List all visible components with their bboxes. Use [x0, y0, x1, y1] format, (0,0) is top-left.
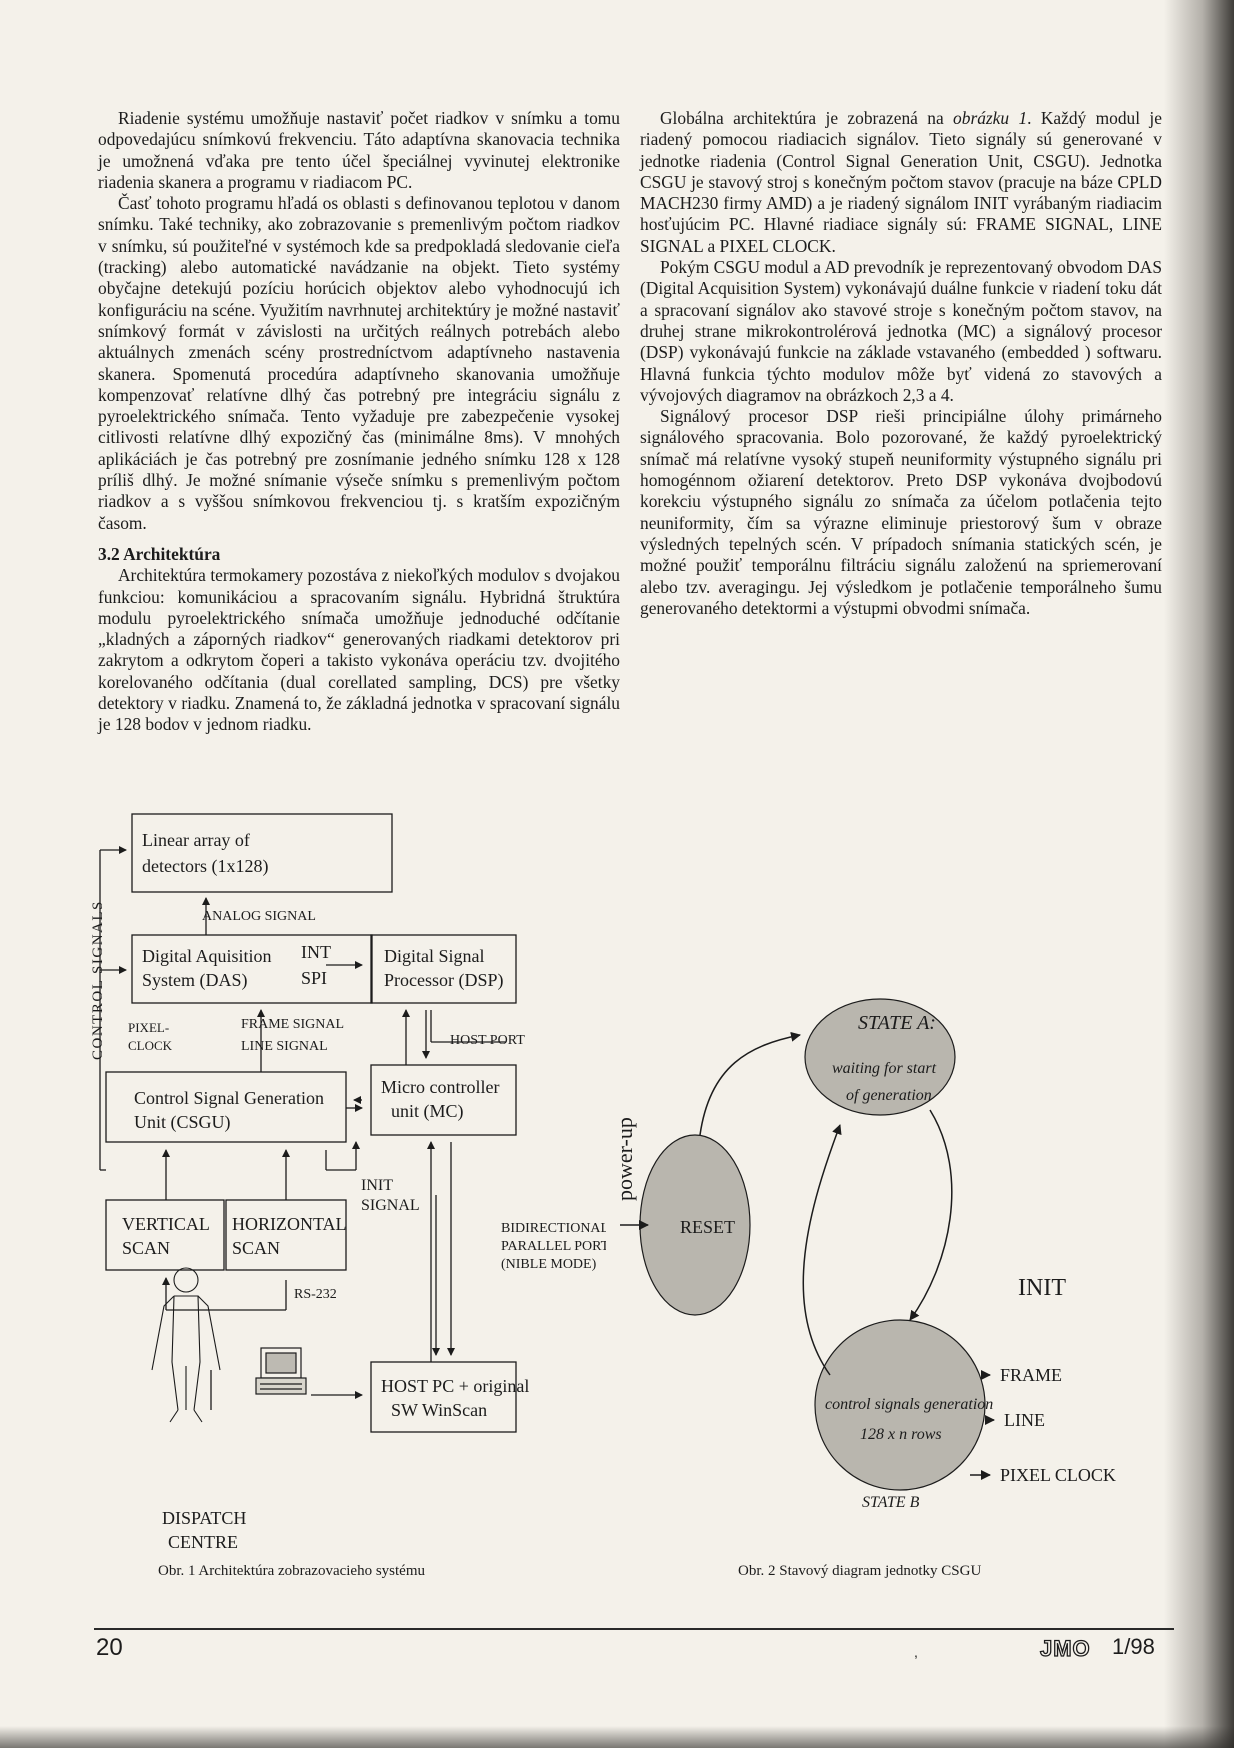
state-b-label: STATE B	[862, 1494, 920, 1511]
figure-1-block-diagram	[86, 810, 606, 1600]
figure-1-caption: Obr. 1 Architektúra zobrazovacieho systému	[158, 1563, 425, 1579]
horizontal-scan-label: SCAN	[232, 1238, 281, 1258]
vertical-scan-label: SCAN	[122, 1238, 171, 1258]
figure-2-caption: Obr. 2 Stavový diagram jednotky CSGU	[738, 1563, 982, 1579]
horizontal-scan-box	[226, 1200, 346, 1270]
linear-array-label: detectors (1x128)	[142, 856, 269, 876]
dsp-label: Digital Signal	[384, 946, 485, 966]
horizontal-scan-label: HORIZONTAL	[232, 1214, 347, 1234]
analog-signal-label: ANALOG SIGNAL	[202, 909, 316, 924]
figure-2-state-diagram	[610, 975, 1160, 1595]
frame-output-label: FRAME	[1000, 1365, 1063, 1385]
footer-rule	[94, 1628, 1174, 1630]
power-up-label: power-up	[612, 1117, 637, 1201]
init-transition-label: INIT	[1018, 1275, 1066, 1301]
spi-label: SPI	[301, 968, 328, 988]
host-pc-box	[371, 1362, 516, 1432]
issue-number: 1/98	[1112, 1634, 1155, 1659]
paragraph: Riadenie systému umožňuje nastaviť počet riadkov v snímku a tomu odpovedajúcu snímkovú frekvenciu. Táto adaptívna skanovacia technika je umožnená vďaka pre tento účel špeciálnej vyvinutej elektronike riadenia skanera a programu v riadiacom PC.	[98, 108, 620, 192]
journal-logo: JMO	[1040, 1636, 1091, 1661]
waiting-state-label: of generation	[846, 1087, 932, 1104]
bidirectional-port-label: (NIBLE MODE)	[501, 1257, 597, 1272]
paragraph-text: . Každý modul je riadený pomocou riadiacich signálov. Tieto signály sú generované v jednotke riadenia (Control Signal Generation Unit, CSGU). Jednotka CSGU je stavový stroj s konečným počtom stavov (pracuje na báze CPLD MACH230 firmy AMD) a je riadený signálom INIT vyrábaným riadiacim hosťujúcim PC. Hlavné riadiace signály sú: FRAME SIGNAL, LINE SIGNAL a PIXEL CLOCK.	[640, 108, 1162, 256]
mc-label: Micro controller	[381, 1077, 500, 1097]
frame-signal-label: FRAME SIGNAL	[241, 1017, 345, 1032]
paragraph-text: Globálna architektúra je zobrazená na	[660, 108, 954, 128]
host-pc-label: HOST PC + original	[381, 1376, 530, 1396]
bidirectional-port-label: BIDIRECTIONAL	[501, 1221, 606, 1236]
int-label: INT	[301, 942, 331, 962]
footer-mark: ,	[914, 1644, 918, 1660]
host-port-label: HOST PORT	[450, 1033, 525, 1048]
state-a-label: STATE A:	[858, 1012, 936, 1034]
init-signal-label: SIGNAL	[361, 1197, 420, 1214]
paragraph: Signálový procesor DSP rieši principiálne úlohy primárneho signálového spracovania. Bolo pozorované, že každý pyroelektrický snímač má relatívne vysoký stupeň neuniformity výstupného signálu pri homogénnom ožiarení detektorov. Preto DSP vykonáva dvojbodovú korekciu výstupného signálu zo snímača za účelom potlačenia tejto neuniformity, čím sa výrazne eliminuje priestorový šum v obraze výsledných tepelných scén. V prípadoch snímania statických scén, je možné použiť temporálnu filtráciu signálu založenú na spriemerovaní alebo tzv. averagingu. Jej výsledkom je potlačenie temporálneho šumu generovaného detektormi a výstupmi obvodmi snímača.	[640, 406, 1162, 618]
vertical-scan-label: VERTICAL	[122, 1214, 210, 1234]
bidirectional-port-label: PARALLEL PORT	[501, 1239, 606, 1254]
right-text-column	[640, 108, 1162, 619]
figure-reference: obrázku 1	[953, 108, 1028, 128]
state-diagram-svg	[610, 975, 1160, 1595]
dsp-label: Processor (DSP)	[384, 970, 504, 990]
page-edge-shadow	[1164, 0, 1234, 1748]
person-icon	[152, 1268, 220, 1422]
paragraph	[640, 108, 1162, 257]
csgu-label: Control Signal Generation	[134, 1088, 324, 1108]
line-output-label: LINE	[1004, 1410, 1045, 1430]
page-number: 20	[96, 1634, 123, 1661]
mc-box	[371, 1065, 516, 1135]
computer-icon	[256, 1348, 306, 1394]
control-signals-label: CONTROL SIGNALS	[90, 900, 106, 1060]
block-diagram-svg	[86, 810, 606, 1600]
pixel-clock-output-label: PIXEL CLOCK	[1000, 1465, 1116, 1485]
rows-label: 128 x n rows	[860, 1426, 942, 1443]
linear-array-box	[132, 814, 392, 892]
init-signal-label: INIT	[361, 1177, 393, 1194]
reset-state-label: RESET	[680, 1217, 736, 1237]
paragraph: Časť tohoto programu hľadá os oblasti s definovanou teplotou v danom snímku. Také techniky, ako zobrazovanie s premenlivým počtom riadkov v snímku, sú použiteľné v systémoch kde sa predpokladá sledovanie cieľa (tracking) alebo automatické navádzanie na objekt. Tieto systémy obyčajne detekujú pozíciu horúcich objektov alebo vyhodnocujú ich konfiguráciu na scéne. Využitím navrhnutej architektúry je možné nastaviť snímkový formát v závislosti na určitých reálnych potrebách alebo aktuálnych zmenách scény prostredníctvom adaptívneho nastavenia skanera. Spomenutá procedúra adaptívneho skanovania umožňuje kompenzovať relatívne dlhý čas potrebný pre integráciu signálu z pyroelektrického snímača. Tento vyžaduje pre zabezpečenie vysokej citlivosti relatívne dlhý expozičný čas (minimálne 8ms). V mnohých aplikáciách je čas potrebný pre zosnímanie jedného snímku 128 x 128 príliš dlhý. Je možné snímanie výseče snímku s premenlivým počtom riadkov a s vyššou snímkovou frekvenciou tj. s kratším expozičným časom.	[98, 193, 620, 533]
waiting-state-label: waiting for start	[832, 1060, 937, 1077]
paragraph: Pokým CSGU modul a AD prevodník je reprezentovaný obvodom DAS (Digital Acquisition System) vykonávajú duálne funkcie v riadení toku dát a spracovaní signálov ako stavové stroje s konečným počtom stavov, na druhej strane mikrokontrolérová jednotka (MC) a signálový procesor (DSP) vykonávajú funkcie na základe vstavaného (embedded ) softwaru. Hlavná funkcia týchto modulov môže byť videná zo stavových a vývojových diagramov na obrázkoch 2,3 a 4.	[640, 257, 1162, 405]
control-generation-label: control signals generation	[825, 1396, 994, 1413]
vertical-scan-box	[106, 1200, 224, 1270]
section-heading: 3.2 Architektúra	[98, 543, 221, 564]
csgu-label: Unit (CSGU)	[134, 1112, 231, 1132]
line-signal-label: LINE SIGNAL	[241, 1039, 328, 1054]
pixel-clock-label: CLOCK	[128, 1038, 173, 1053]
rs232-label: RS-232	[294, 1287, 337, 1302]
dispatch-centre-label: DISPATCH	[162, 1508, 247, 1528]
mc-label: unit (MC)	[391, 1101, 464, 1121]
paragraph: Architektúra termokamery pozostáva z niekoľkých modulov s dvojakou funkciou: komunikáciou a spracovaním signálu. Hybridná štruktúra modulu pyroelektrického snímača umožňuje jednoduché odčítanie „kladných a záporných riadkov“ generovaných riadkami detektorov pri zakrytom a odkrytom čoperi a takisto vykonáva operáciu tzv. dvojitého korelovaného odčítania (dual corellated sampling, DCS) pre všetky detektory v riadku. Znamená to, že základná jednotka v spracovaní signálu je 128 bodov v jednom riadku.	[98, 565, 620, 735]
left-text-column	[98, 108, 620, 736]
host-pc-label: SW WinScan	[391, 1400, 488, 1420]
linear-array-label: Linear array of	[142, 830, 250, 850]
pixel-clock-label: PIXEL-	[128, 1020, 170, 1035]
dispatch-centre-label: CENTRE	[168, 1532, 238, 1552]
das-label: System (DAS)	[142, 970, 248, 990]
das-label: Digital Aquisition	[142, 946, 272, 966]
page-bottom-shadow	[0, 1726, 1234, 1748]
